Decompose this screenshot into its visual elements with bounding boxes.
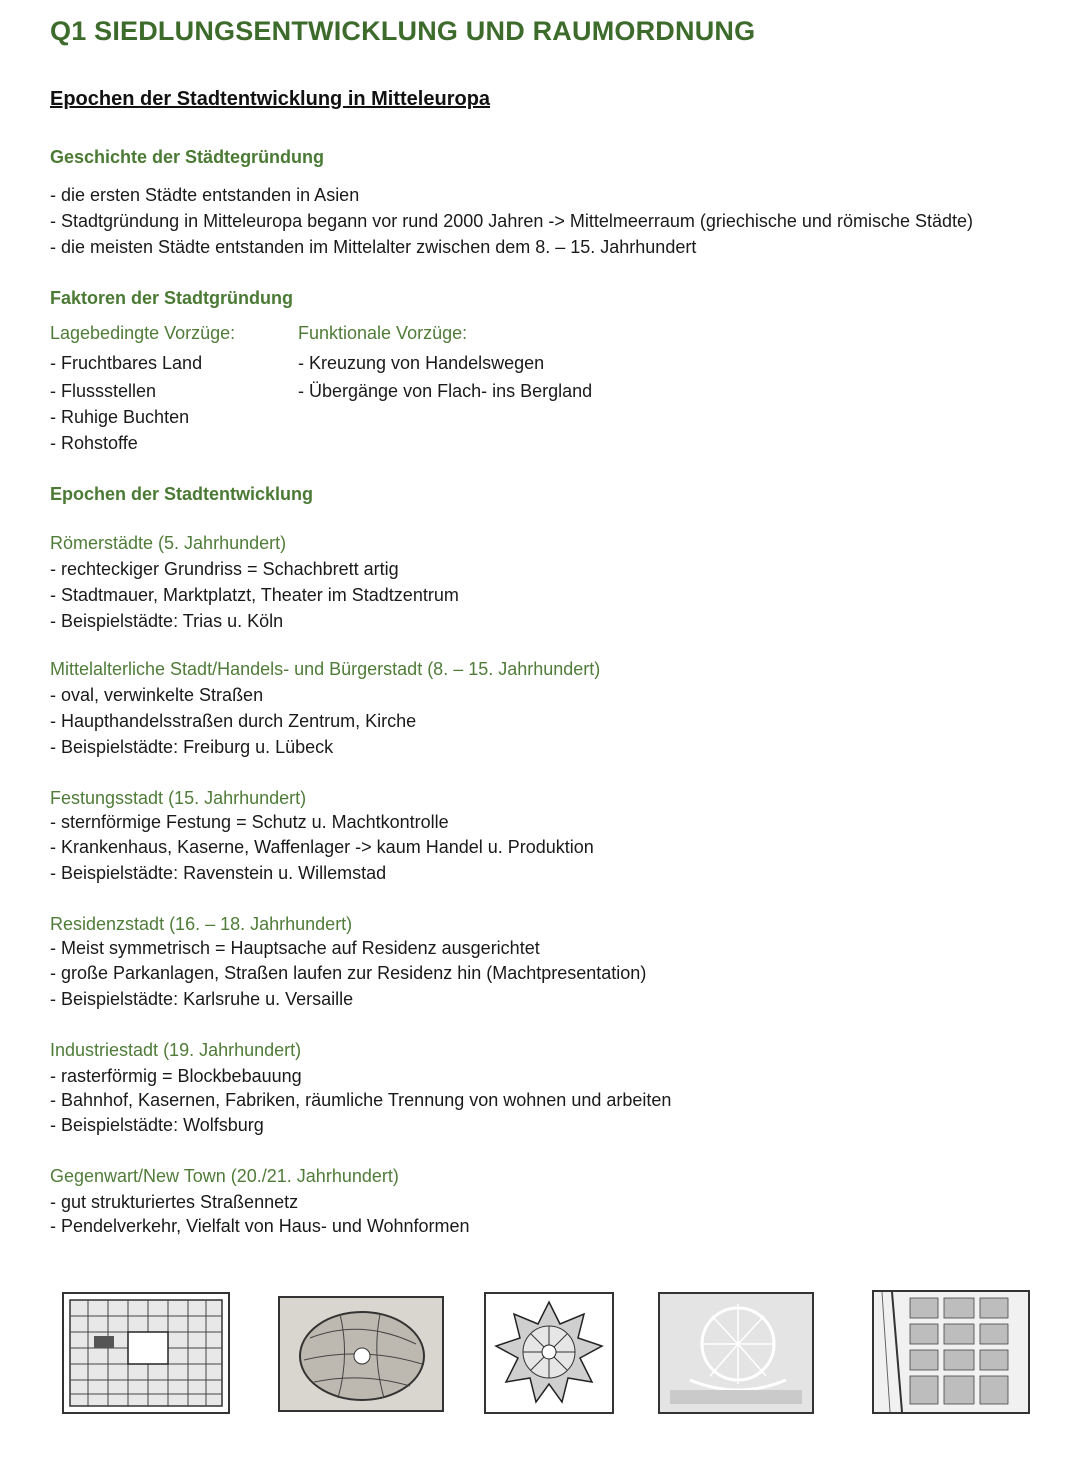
roman-city-plan-icon	[62, 1292, 230, 1414]
list-item: - Krankenhaus, Kaserne, Waffenlager -> kaum Handel u. Produktion	[50, 837, 594, 857]
list-item: - die meisten Städte entstanden im Mittelalter zwischen dem 8. – 15. Jahrhundert	[50, 237, 697, 257]
list-item: - Beispielstädte: Ravenstein u. Willemstad	[50, 863, 387, 883]
list-item: - gut strukturiertes Straßennetz	[50, 1192, 299, 1212]
list-item: - rasterförmig = Blockbebauung	[50, 1066, 302, 1086]
epoch-title: Industriestadt (19. Jahrhundert)	[50, 1040, 302, 1060]
lage-heading: Lagebedingte Vorzüge:	[50, 323, 236, 343]
funk-heading: Funktionale Vorzüge:	[298, 323, 468, 343]
list-item: - Pendelverkehr, Vielfalt von Haus- und Wohnformen	[50, 1216, 470, 1236]
industrial-grid-map-icon	[872, 1290, 1030, 1414]
list-item: - Beispielstädte: Freiburg u. Lübeck	[50, 737, 334, 757]
list-item: - Flussstellen	[50, 381, 157, 401]
section-title: Epochen der Stadtentwicklung in Mitteleuropa	[50, 88, 491, 110]
list-item: - Übergänge von Flach- ins Bergland	[298, 381, 593, 401]
epoch-title: Residenzstadt (16. – 18. Jahrhundert)	[50, 914, 353, 934]
list-item: - Beispielstädte: Trias u. Köln	[50, 611, 284, 631]
heading-faktoren: Faktoren der Stadtgründung	[50, 288, 293, 308]
list-item: - die ersten Städte entstanden in Asien	[50, 185, 360, 205]
heading-epochen: Epochen der Stadtentwicklung	[50, 484, 314, 504]
list-item: - Fruchtbares Land	[50, 353, 203, 373]
list-item: - Kreuzung von Handelswegen	[298, 353, 545, 373]
list-item: - rechteckiger Grundriss = Schachbrett artig	[50, 559, 399, 579]
list-item: - Stadtmauer, Marktplatzt, Theater im Stadtzentrum	[50, 585, 459, 605]
list-item: - große Parkanlagen, Straßen laufen zur Residenz hin (Machtpresentation)	[50, 963, 647, 983]
list-item: - Bahnhof, Kasernen, Fabriken, räumliche Trennung von wohnen und arbeiten	[50, 1090, 672, 1110]
epoch-title: Römerstädte (5. Jahrhundert)	[50, 533, 287, 553]
page-title: Q1 SIEDLUNGSENTWICKLUNG UND RAUMORDNUNG	[50, 16, 756, 46]
list-item: - Meist symmetrisch = Hauptsache auf Residenz ausgerichtet	[50, 938, 540, 958]
medieval-city-map-icon	[278, 1296, 444, 1412]
epoch-title: Festungsstadt (15. Jahrhundert)	[50, 788, 307, 808]
list-item: - oval, verwinkelte Straßen	[50, 685, 264, 705]
list-item: - sternförmige Festung = Schutz u. Machtkontrolle	[50, 812, 449, 832]
list-item: - Ruhige Buchten	[50, 407, 190, 427]
list-item: - Rohstoffe	[50, 433, 138, 453]
list-item: - Stadtgründung in Mitteleuropa begann vor rund 2000 Jahren -> Mittelmeerraum (griechische und römische Städte)	[50, 211, 974, 231]
epoch-title: Mittelalterliche Stadt/Handels- und Bürgerstadt (8. – 15. Jahrhundert)	[50, 659, 601, 679]
heading-geschichte: Geschichte der Städtegründung	[50, 147, 325, 167]
residence-city-plan-icon	[658, 1292, 814, 1414]
star-fortress-plan-icon	[484, 1292, 614, 1414]
epoch-title: Gegenwart/New Town (20./21. Jahrhundert)	[50, 1166, 399, 1186]
list-item: - Beispielstädte: Wolfsburg	[50, 1115, 264, 1135]
thumbnail-strip	[58, 1288, 1038, 1418]
list-item: - Haupthandelsstraßen durch Zentrum, Kirche	[50, 711, 417, 731]
list-item: - Beispielstädte: Karlsruhe u. Versaille	[50, 989, 354, 1009]
